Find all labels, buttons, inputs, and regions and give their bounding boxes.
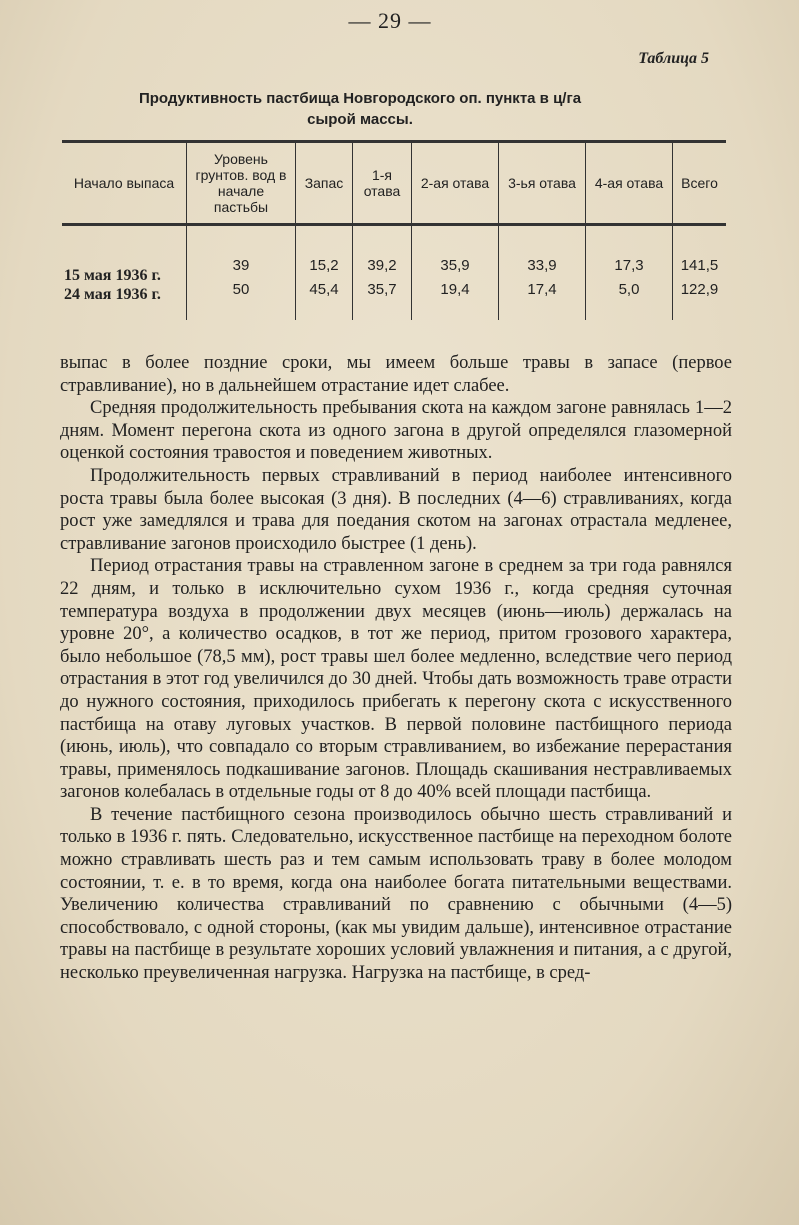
- paragraph: Средняя продолжительность пребывания скота на каждом загоне равнялась 1—2 дням. Момент перегона скота из одного загона в другой определялся глазомерной оценкой состояния травостоя и поведением животных.: [60, 398, 732, 464]
- table-cell: 35,9: [440, 257, 470, 274]
- table-cell-dates: [62, 225, 187, 321]
- column-header: Запас: [296, 142, 353, 225]
- caption-line-1: Продуктивность пастбища Новгородского оп. пункта в ц/га: [138, 90, 582, 107]
- caption-line-2: сырой массы.: [307, 111, 413, 128]
- column-header: Уровень грунтов. вод в начале пастьбы: [187, 142, 296, 225]
- column-header: 1-я отава: [353, 142, 412, 225]
- table-cell: 39,2: [367, 257, 397, 274]
- table-cell: 15,2: [309, 257, 339, 274]
- table-cell-column: [499, 225, 586, 321]
- paragraph: Период отрастания травы на стравленном загоне в среднем за три года равнялся 22 дням, и только в исключительно сухом 1936 г., когда средняя суточная температура воздуха в продолжении двух месяцев (июнь—июль) держалась на уровне 20°, а количество осадков, в тот же период, притом грозового характера, было небольшое (78,5 мм), рост травы шел более медленно, вследствие чего период отрастания в этот год увеличился до 30 дней. Чтобы дать возможность траве отрасти до нужного состояния, приходилось прибегать к перегону скота с искусственного пастбища на отаву луговых участков. В первой половине пастбищного периода (июнь, июль), что совпадало со вторым стравливанием, во избежание перерастания травы, применялось подкашивание загонов. Площадь скашивания нестравливаемых загонов колебалась в отдельные годы от 8 до 40% всей площади пастбища.: [60, 556, 732, 803]
- table-cell: 141,5: [680, 257, 719, 274]
- page-number: — 29 —: [348, 8, 432, 33]
- table-cell: 45,4: [309, 281, 339, 298]
- table-cell: 35,7: [367, 281, 397, 298]
- table-cell: 33,9: [527, 257, 557, 274]
- table-cell-column: [353, 225, 412, 321]
- paragraph: В течение пастбищного сезона производилось обычно шесть стравливаний и только в 1936 г. пять. Следовательно, искусственное пастбище на переходном болоте можно стравливать шесть раз и тем самым использовать траву в более молодом состоянии, т. е. в то время, когда она наиболее богата питательными веществами. Увеличению количества стравливаний по сравнению с обычными (4—5) способствовало, с одной стороны, (как мы увидим дальше), интенсивное отрастание травы на пастбище в результате хороших условий увлажнения и питания, а с другой, несколько преувеличенная нагрузка. Нагрузка на пастбище, в сред-: [60, 804, 732, 984]
- table-cell-column: [187, 225, 296, 321]
- paragraph: выпас в более поздние сроки, мы имеем больше травы в запасе (первое стравливание), но в дальнейшем отрастание идет слабее.: [60, 353, 732, 396]
- table-cell: 17,3: [614, 257, 644, 274]
- table-cell: 5,0: [618, 281, 640, 298]
- table-cell-column: [673, 225, 727, 321]
- table-cell-column: [412, 225, 499, 321]
- column-header: Начало выпаса: [73, 175, 175, 191]
- table-cell: 122,9: [680, 281, 719, 298]
- column-header: Всего: [673, 142, 727, 225]
- table-caption: [110, 88, 610, 130]
- productivity-table: [62, 140, 726, 320]
- body-text: [60, 352, 732, 985]
- paragraph: Продолжительность первых стравливаний в период наиболее интенсивного роста травы была более высокая (3 дня). В последних (4—6) стравливаниях, когда рост уже замедлялся и трава для поедания скотом на загонах отрастала медленее, стравливание загонов происходило быстрее (1 день).: [60, 465, 732, 554]
- table-cell: 17,4: [527, 281, 557, 298]
- column-header: 2-ая отава: [412, 142, 499, 225]
- table-cell: 19,4: [440, 281, 470, 298]
- table-header-row: [62, 142, 726, 225]
- table-label: Таблица 5: [638, 50, 709, 67]
- table-cell: 24 мая 1936 г.: [64, 286, 161, 303]
- table-cell: 15 мая 1936 г.: [64, 267, 161, 284]
- column-header: 4-ая отава: [586, 142, 673, 225]
- column-header: 3-ья отава: [499, 142, 586, 225]
- table-cell-column: [586, 225, 673, 321]
- table-row: [62, 225, 726, 321]
- table-cell: 39: [232, 257, 250, 274]
- table-cell-column: [296, 225, 353, 321]
- table-cell: 50: [232, 281, 250, 298]
